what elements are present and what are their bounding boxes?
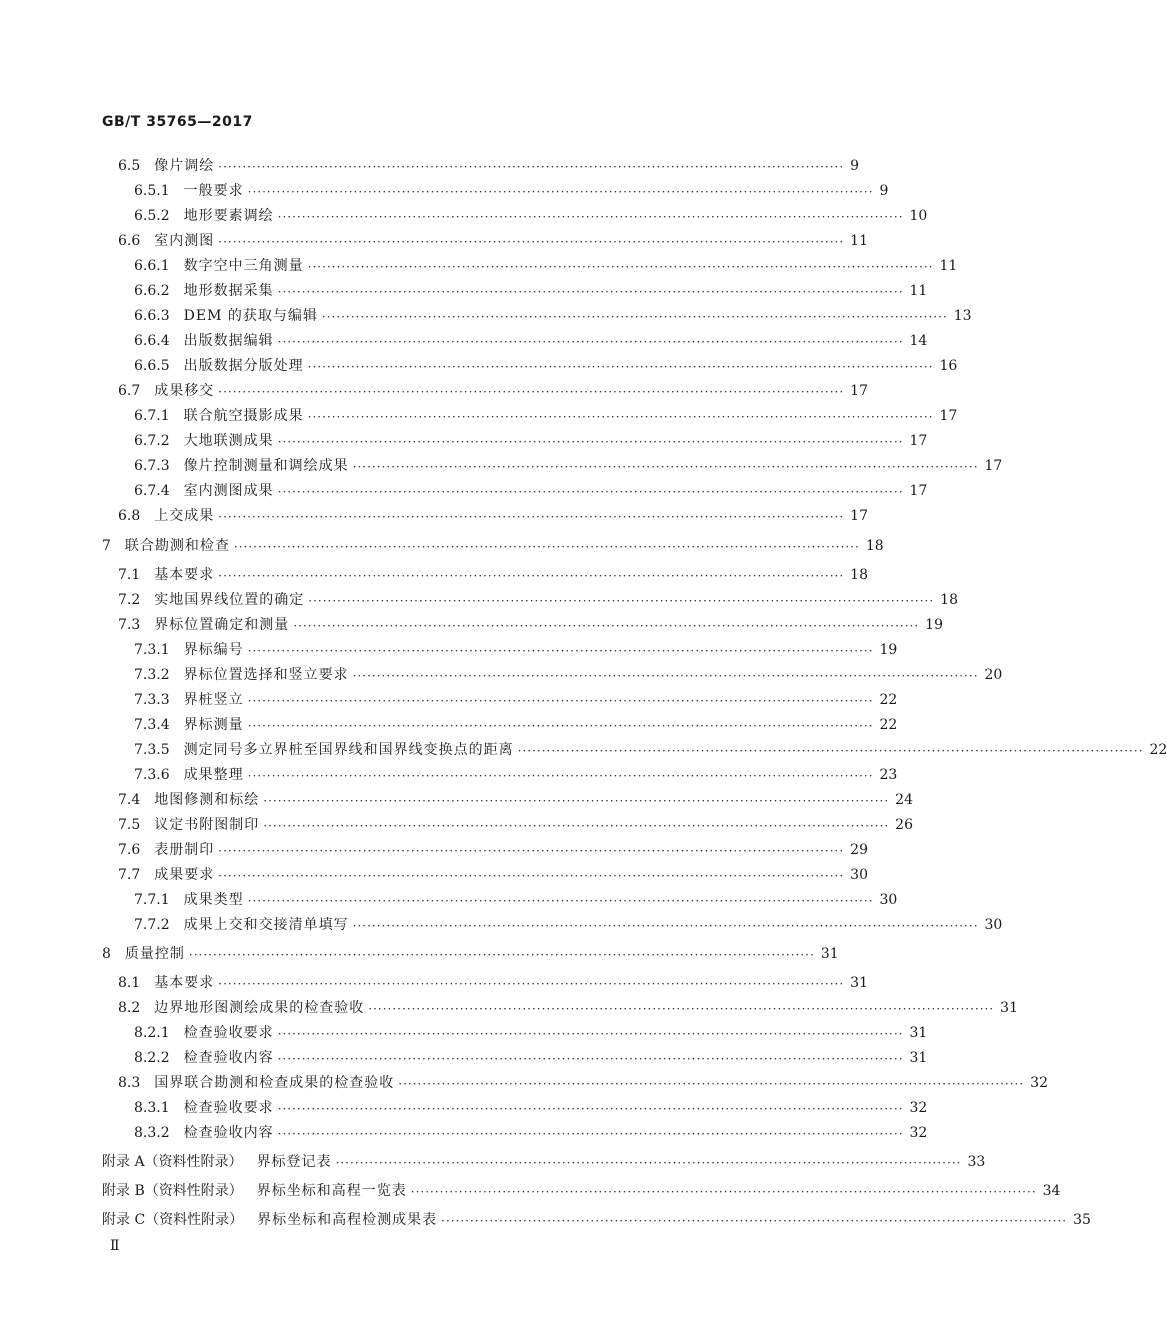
toc-leader: ·································································································································· xyxy=(307,410,934,424)
toc-page: 10 xyxy=(909,208,928,224)
toc-number: 7 xyxy=(102,538,111,554)
toc-leader: ·································································································································· xyxy=(218,385,845,399)
toc-entry[interactable] xyxy=(134,206,928,226)
toc-title: 成果整理 xyxy=(183,767,244,783)
toc-number: 8.2 xyxy=(118,1000,141,1016)
toc-entry[interactable] xyxy=(102,1152,986,1172)
toc-entry[interactable] xyxy=(118,590,958,610)
toc-entry[interactable] xyxy=(102,1210,1091,1230)
toc-title: 出版数据分版处理 xyxy=(183,358,304,374)
toc-page: 17 xyxy=(909,433,928,449)
toc-leader: ·································································································································· xyxy=(308,594,935,608)
toc-title: 上交成果 xyxy=(154,508,215,524)
toc-entry[interactable] xyxy=(134,331,928,351)
toc-leader: ·································································································································· xyxy=(188,948,815,962)
toc-title: 像片控制测量和调绘成果 xyxy=(183,458,349,474)
toc-number: 8.2.1 xyxy=(134,1025,170,1041)
toc-number: 7.3.6 xyxy=(134,767,170,783)
toc-number: 7.7.1 xyxy=(134,892,170,908)
toc-leader: ·································································································································· xyxy=(277,435,904,449)
toc-page: 11 xyxy=(909,283,928,299)
toc-page: 18 xyxy=(940,592,958,608)
toc-leader: ·································································································································· xyxy=(352,919,979,933)
toc-number: 7.1 xyxy=(118,567,141,583)
toc-title: 室内测图 xyxy=(154,233,215,249)
toc-page: 18 xyxy=(850,567,868,583)
toc-leader: ·································································································································· xyxy=(277,335,904,349)
toc-title: 成果移交 xyxy=(154,383,215,399)
toc-page: 32 xyxy=(909,1125,928,1141)
toc-entry[interactable] xyxy=(118,973,868,993)
toc-entry[interactable] xyxy=(134,431,928,451)
toc-entry[interactable] xyxy=(134,690,898,710)
toc-page: 31 xyxy=(850,975,868,991)
toc-leader: ·································································································································· xyxy=(441,1214,1068,1228)
toc-entry[interactable] xyxy=(134,740,1167,760)
toc-title: 测定同号多立界桩至国界线和国界线变换点的距离 xyxy=(183,742,514,758)
toc-page: 34 xyxy=(1042,1183,1061,1199)
toc-page: 14 xyxy=(909,333,928,349)
toc-number: 6.6.1 xyxy=(134,258,170,274)
toc-leader: ·································································································································· xyxy=(277,210,904,224)
toc-page: 31 xyxy=(909,1025,928,1041)
toc-title: 成果类型 xyxy=(183,892,244,908)
toc-title: 检查验收内容 xyxy=(183,1050,274,1066)
toc-number: 附录 A（资料性附录） xyxy=(102,1154,243,1170)
toc-page: 9 xyxy=(850,158,860,174)
toc-entry[interactable] xyxy=(118,156,860,176)
toc-entry[interactable] xyxy=(118,998,1018,1018)
toc-page: 24 xyxy=(895,792,913,808)
toc-number: 6.5.2 xyxy=(134,208,170,224)
toc-leader: ·································································································································· xyxy=(277,1027,904,1041)
toc-entry[interactable] xyxy=(134,306,972,326)
toc-leader: ·································································································································· xyxy=(352,460,979,474)
toc-page: 17 xyxy=(850,508,868,524)
toc-leader: ·································································································································· xyxy=(247,694,874,708)
toc-page: 30 xyxy=(879,892,898,908)
toc-leader: ·································································································································· xyxy=(247,644,874,658)
toc-entry[interactable] xyxy=(134,1048,928,1068)
toc-entry[interactable] xyxy=(102,1181,1061,1201)
toc-title: 议定书附图制印 xyxy=(154,817,260,833)
toc-number: 8.3.1 xyxy=(134,1100,170,1116)
toc-page: 22 xyxy=(879,717,898,733)
toc-leader: ·································································································································· xyxy=(335,1156,962,1170)
toc-title: 联合航空摄影成果 xyxy=(183,408,304,424)
toc-number: 7.3 xyxy=(118,617,141,633)
toc-number: 6.6.4 xyxy=(134,333,170,349)
toc-title: 成果要求 xyxy=(154,867,215,883)
toc-title: 像片调绘 xyxy=(154,158,215,174)
toc-entry[interactable] xyxy=(134,1023,928,1043)
toc-entry[interactable] xyxy=(134,1098,928,1118)
toc-entry[interactable] xyxy=(118,790,913,810)
toc-entry[interactable] xyxy=(134,181,889,201)
toc-entry[interactable] xyxy=(134,640,898,660)
toc-page: 31 xyxy=(909,1050,928,1066)
toc-title: 出版数据编辑 xyxy=(183,333,274,349)
toc-page: 18 xyxy=(865,538,884,554)
toc-leader: ·································································································································· xyxy=(218,235,845,249)
toc-page: 20 xyxy=(984,667,1003,683)
toc-page: 17 xyxy=(939,408,958,424)
toc-title: 界标坐标和高程一览表 xyxy=(256,1183,407,1199)
toc-number: 7.7.2 xyxy=(134,917,170,933)
toc-page: 22 xyxy=(879,692,898,708)
toc-leader: ·································································································································· xyxy=(368,1002,995,1016)
toc-page: 23 xyxy=(879,767,898,783)
toc-number: 6.6 xyxy=(118,233,141,249)
toc-number: 6.7.1 xyxy=(134,408,170,424)
toc-entry[interactable] xyxy=(118,840,868,860)
toc-leader: ·································································································································· xyxy=(263,794,890,808)
toc-number: 6.6.2 xyxy=(134,283,170,299)
toc-title: 边界地形图测绘成果的检查验收 xyxy=(154,1000,365,1016)
toc-number: 8.2.2 xyxy=(134,1050,170,1066)
toc-entry[interactable] xyxy=(118,865,868,885)
toc-entry[interactable] xyxy=(134,256,958,276)
toc-leader: ·································································································································· xyxy=(398,1077,1025,1091)
toc-entry[interactable] xyxy=(134,915,1003,935)
toc-entry[interactable] xyxy=(134,456,1003,476)
page-folio: Ⅱ xyxy=(110,1238,120,1254)
toc-leader: ·································································································································· xyxy=(307,260,934,274)
toc-number: 8.3.2 xyxy=(134,1125,170,1141)
toc-number: 7.2 xyxy=(118,592,141,608)
toc-leader: ·································································································································· xyxy=(247,769,874,783)
toc-number: 6.7 xyxy=(118,383,141,399)
toc-page: 31 xyxy=(1000,1000,1018,1016)
toc-page: 17 xyxy=(909,483,928,499)
toc-page: 22 xyxy=(1149,742,1167,758)
toc-page: 26 xyxy=(895,817,913,833)
toc-leader: ·································································································································· xyxy=(277,1127,904,1141)
toc-leader: ·································································································································· xyxy=(218,869,845,883)
toc-leader: ·································································································································· xyxy=(247,894,874,908)
toc-page: 32 xyxy=(1030,1075,1048,1091)
toc-title: 界标编号 xyxy=(183,642,244,658)
toc-page: 32 xyxy=(909,1100,928,1116)
toc-entry[interactable] xyxy=(134,765,898,785)
toc-number: 附录 C（资料性附录） xyxy=(102,1212,244,1228)
toc-leader: ·································································································································· xyxy=(352,669,979,683)
toc-page: 17 xyxy=(850,383,868,399)
toc-number: 7.7 xyxy=(118,867,141,883)
toc-entry[interactable] xyxy=(118,1073,1048,1093)
toc-page: 31 xyxy=(820,946,839,962)
toc-number: 7.3.1 xyxy=(134,642,170,658)
toc-leader: ·································································································································· xyxy=(233,540,860,554)
toc-leader: ·································································································································· xyxy=(263,819,890,833)
toc-number: 7.5 xyxy=(118,817,141,833)
toc-page: 30 xyxy=(850,867,868,883)
toc-page: 19 xyxy=(879,642,898,658)
toc-entry[interactable] xyxy=(134,665,1003,685)
toc-page: 30 xyxy=(984,917,1003,933)
toc-page: 29 xyxy=(850,842,868,858)
toc-leader: ·································································································································· xyxy=(410,1185,1037,1199)
toc-leader: ·································································································································· xyxy=(277,1052,904,1066)
toc-entry[interactable] xyxy=(118,815,913,835)
toc-page: 17 xyxy=(984,458,1003,474)
toc-number: 7.3.2 xyxy=(134,667,170,683)
toc-number: 6.7.2 xyxy=(134,433,170,449)
toc-entry[interactable] xyxy=(118,615,943,635)
toc-entry[interactable] xyxy=(134,356,958,376)
toc-leader: ·································································································································· xyxy=(218,569,845,583)
toc-number: 7.4 xyxy=(118,792,141,808)
toc-entry[interactable] xyxy=(134,481,928,501)
toc-title: 成果上交和交接清单填写 xyxy=(183,917,349,933)
toc-leader: ·································································································································· xyxy=(218,510,845,524)
toc-leader: ·································································································································· xyxy=(247,185,874,199)
toc-title: 表册制印 xyxy=(154,842,215,858)
toc-title: 界标测量 xyxy=(183,717,244,733)
toc-entry[interactable] xyxy=(134,281,928,301)
toc-number: 6.7.4 xyxy=(134,483,170,499)
toc-leader: ·································································································································· xyxy=(218,844,845,858)
toc-entry[interactable] xyxy=(118,506,868,526)
toc-leader: ·································································································································· xyxy=(277,485,904,499)
toc-leader: ·································································································································· xyxy=(277,285,904,299)
toc-leader: ·································································································································· xyxy=(293,619,920,633)
toc-title: 地图修测和标绘 xyxy=(154,792,260,808)
toc-page: 11 xyxy=(939,258,958,274)
toc-number: 8.3 xyxy=(118,1075,141,1091)
toc-entry[interactable] xyxy=(102,944,837,964)
toc-leader: ·································································································································· xyxy=(321,310,948,324)
toc-title: 一般要求 xyxy=(183,183,244,199)
toc-title: 检查验收要求 xyxy=(183,1025,274,1041)
toc-title: DEM 的获取与编辑 xyxy=(183,308,318,324)
toc-number: 6.7.3 xyxy=(134,458,170,474)
toc-page: 35 xyxy=(1073,1212,1091,1228)
toc-title: 实地国界线位置的确定 xyxy=(154,592,305,608)
toc-number: 6.8 xyxy=(118,508,141,524)
toc-page: 11 xyxy=(850,233,868,249)
toc-title: 质量控制 xyxy=(124,946,185,962)
toc-title: 界桩竖立 xyxy=(183,692,244,708)
toc-entry[interactable] xyxy=(118,565,868,585)
toc-page: 33 xyxy=(967,1154,986,1170)
toc-number: 8 xyxy=(102,946,111,962)
toc-entry[interactable] xyxy=(134,890,898,910)
toc-number: 8.1 xyxy=(118,975,141,991)
toc-number: 7.3.3 xyxy=(134,692,170,708)
toc-leader: ·································································································································· xyxy=(218,160,845,174)
toc-number: 7.6 xyxy=(118,842,141,858)
toc-number: 6.5.1 xyxy=(134,183,170,199)
toc-entry[interactable] xyxy=(118,231,868,251)
toc-leader: ·································································································································· xyxy=(307,360,934,374)
toc-entry[interactable] xyxy=(134,406,958,426)
toc-page: 9 xyxy=(879,183,889,199)
toc-number: 7.3.5 xyxy=(134,742,170,758)
toc-leader: ·································································································································· xyxy=(517,744,1144,758)
toc-title: 国界联合勘测和检查成果的检查验收 xyxy=(154,1075,395,1091)
toc-title: 基本要求 xyxy=(154,567,215,583)
toc-number: 6.5 xyxy=(118,158,141,174)
toc-page: 19 xyxy=(925,617,943,633)
toc-entry[interactable] xyxy=(102,536,884,556)
toc-title: 基本要求 xyxy=(154,975,215,991)
toc-title: 数字空中三角测量 xyxy=(183,258,304,274)
toc-title: 大地联测成果 xyxy=(183,433,274,449)
toc-number: 6.6.3 xyxy=(134,308,170,324)
toc-title: 检查验收内容 xyxy=(183,1125,274,1141)
toc-title: 检查验收要求 xyxy=(183,1100,274,1116)
toc-title: 地形要素调绘 xyxy=(183,208,274,224)
toc-title: 地形数据采集 xyxy=(183,283,274,299)
toc-title: 室内测图成果 xyxy=(183,483,274,499)
toc-title: 界标位置选择和竖立要求 xyxy=(183,667,349,683)
standard-code: GB/T 35765—2017 xyxy=(102,114,253,130)
toc-number: 7.3.4 xyxy=(134,717,170,733)
toc-entry[interactable] xyxy=(134,715,898,735)
toc-leader: ·································································································································· xyxy=(247,719,874,733)
toc-title: 界标位置确定和测量 xyxy=(154,617,290,633)
toc-leader: ·································································································································· xyxy=(277,1102,904,1116)
toc-leader: ·································································································································· xyxy=(218,977,845,991)
toc-title: 联合勘测和检查 xyxy=(124,538,230,554)
toc-page: 16 xyxy=(939,358,958,374)
toc-title: 界标登记表 xyxy=(256,1154,332,1170)
toc-page: 13 xyxy=(953,308,972,324)
toc-number: 6.6.5 xyxy=(134,358,170,374)
toc-entry[interactable] xyxy=(134,1123,928,1143)
toc-title: 界标坐标和高程检测成果表 xyxy=(257,1212,438,1228)
toc-number: 附录 B（资料性附录） xyxy=(102,1183,243,1199)
toc-entry[interactable] xyxy=(118,381,868,401)
